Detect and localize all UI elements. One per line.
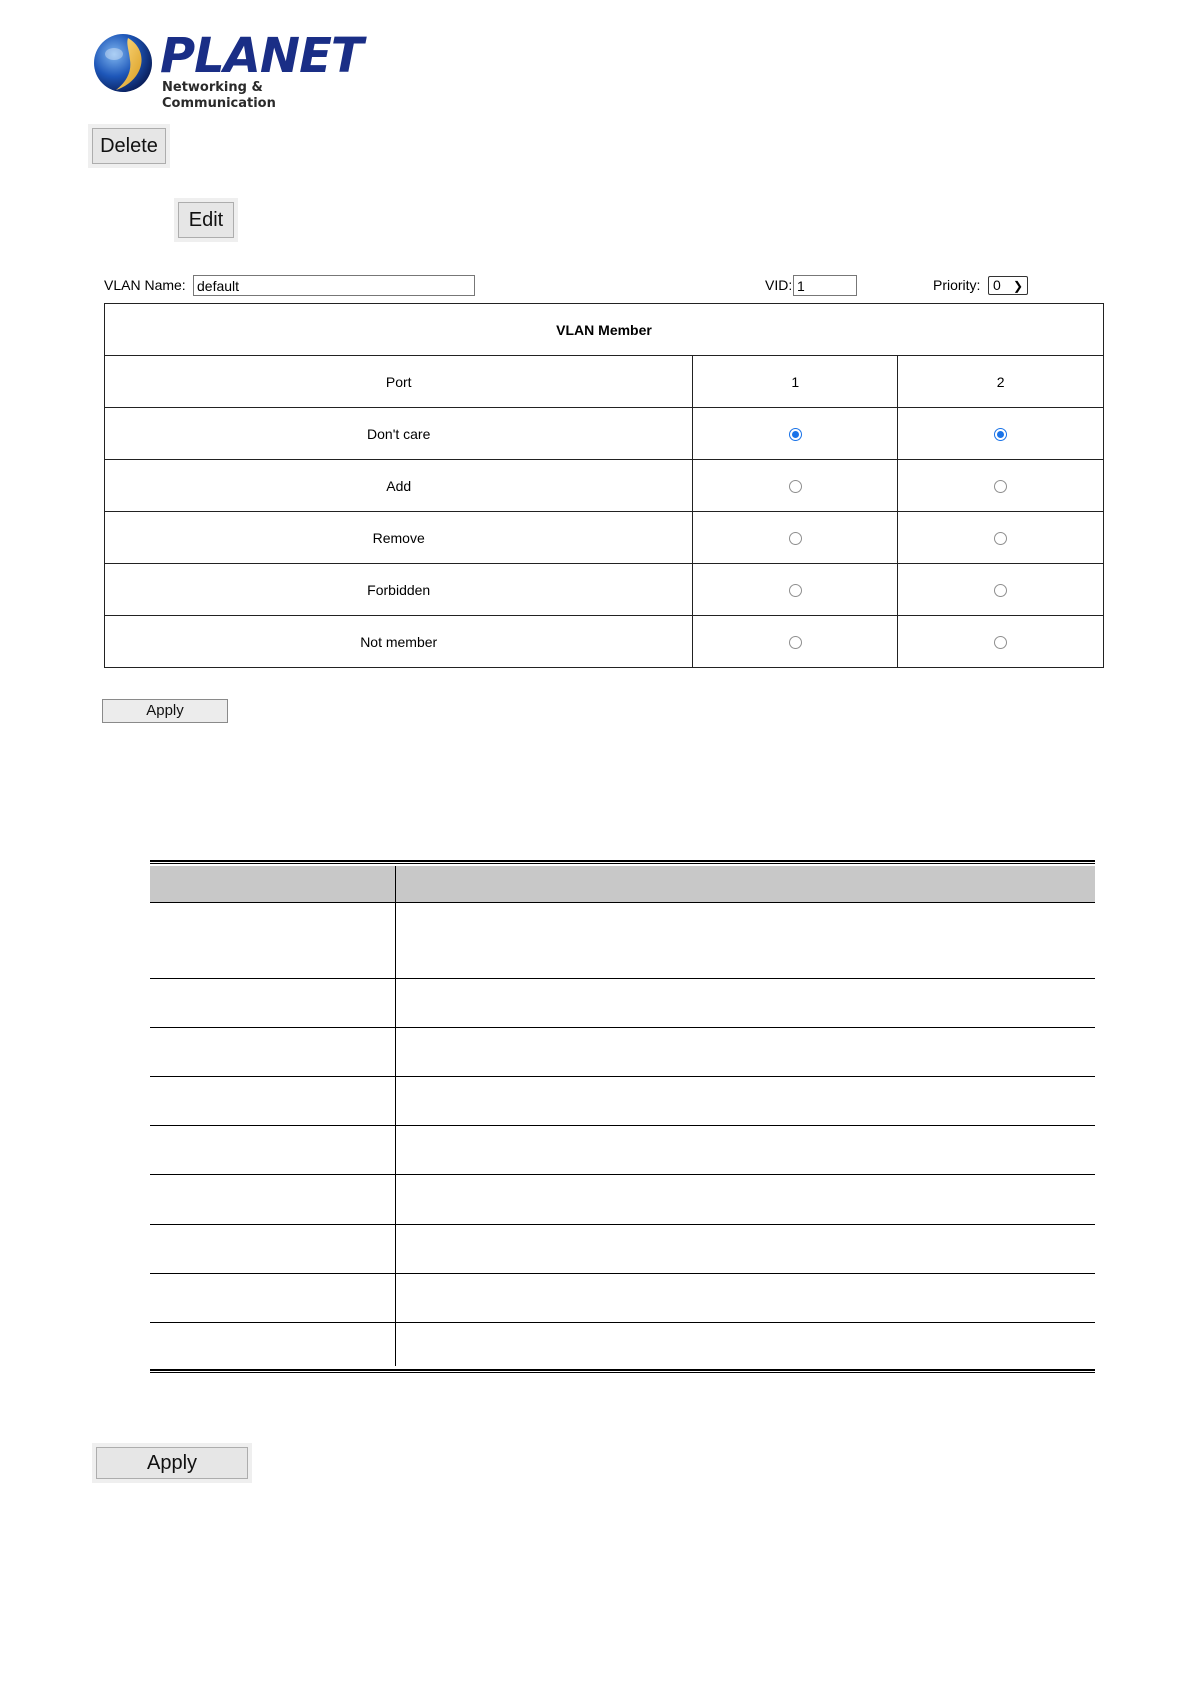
vlan-member-table bbox=[104, 303, 1104, 668]
delete-button[interactable]: Delete bbox=[92, 128, 166, 164]
radio-remove-port-1[interactable] bbox=[789, 532, 802, 545]
membership-option-label: Not member bbox=[105, 616, 693, 668]
table-row bbox=[105, 408, 1104, 460]
radio-not-member-port-2[interactable] bbox=[994, 636, 1007, 649]
port-number: 1 bbox=[693, 356, 898, 408]
vlan-member-title: VLAN Member bbox=[105, 304, 1104, 356]
table-row-divider bbox=[150, 902, 1095, 903]
radio-not-member-port-1[interactable] bbox=[789, 636, 802, 649]
vid-input[interactable] bbox=[793, 275, 857, 296]
table-row-divider bbox=[150, 1224, 1095, 1225]
membership-option-label: Don't care bbox=[105, 408, 693, 460]
priority-select[interactable] bbox=[988, 276, 1028, 295]
table-row bbox=[105, 512, 1104, 564]
table-row-divider bbox=[150, 1125, 1095, 1126]
vlan-name-input[interactable] bbox=[193, 275, 475, 296]
table-row-divider bbox=[150, 1273, 1095, 1274]
chevron-down-icon: ❯ bbox=[1012, 279, 1023, 293]
table-row-divider bbox=[150, 978, 1095, 979]
radio-dont-care-port-1[interactable] bbox=[789, 428, 802, 441]
radio-dont-care-port-2[interactable] bbox=[994, 428, 1007, 441]
table-row bbox=[105, 460, 1104, 512]
table-row bbox=[105, 564, 1104, 616]
brand-name: PLANET bbox=[160, 28, 363, 84]
description-table bbox=[150, 860, 1095, 1374]
priority-label: Priority: bbox=[933, 277, 981, 293]
table-bottom-rule-thin bbox=[150, 1372, 1095, 1373]
radio-remove-port-2[interactable] bbox=[994, 532, 1007, 545]
apply-button-large[interactable]: Apply bbox=[96, 1447, 248, 1479]
vid-label: VID: bbox=[765, 277, 793, 293]
port-header-row bbox=[105, 356, 1104, 408]
globe-icon bbox=[92, 32, 154, 94]
table-bottom-rule bbox=[150, 1369, 1095, 1371]
table-column-divider bbox=[395, 866, 396, 1366]
membership-option-label: Add bbox=[105, 460, 693, 512]
table-top-rule-thin bbox=[150, 863, 1095, 864]
table-row-divider bbox=[150, 1174, 1095, 1175]
apply-button[interactable]: Apply bbox=[102, 699, 228, 723]
radio-forbidden-port-1[interactable] bbox=[789, 584, 802, 597]
priority-value: 0 bbox=[993, 277, 1001, 293]
membership-option-label: Forbidden bbox=[105, 564, 693, 616]
table-row-divider bbox=[150, 1076, 1095, 1077]
table-header-row bbox=[150, 866, 1095, 902]
table-top-rule bbox=[150, 860, 1095, 862]
table-row bbox=[105, 616, 1104, 668]
vlan-name-label: VLAN Name: bbox=[104, 277, 186, 293]
edit-button[interactable]: Edit bbox=[178, 202, 234, 238]
membership-option-label: Remove bbox=[105, 512, 693, 564]
table-row-divider bbox=[150, 1027, 1095, 1028]
planet-logo bbox=[92, 28, 363, 111]
table-row-divider bbox=[150, 1322, 1095, 1323]
radio-add-port-1[interactable] bbox=[789, 480, 802, 493]
port-label: Port bbox=[105, 356, 693, 408]
radio-add-port-2[interactable] bbox=[994, 480, 1007, 493]
port-number: 2 bbox=[898, 356, 1104, 408]
radio-forbidden-port-2[interactable] bbox=[994, 584, 1007, 597]
brand-tagline: Networking & Communication bbox=[162, 80, 276, 111]
